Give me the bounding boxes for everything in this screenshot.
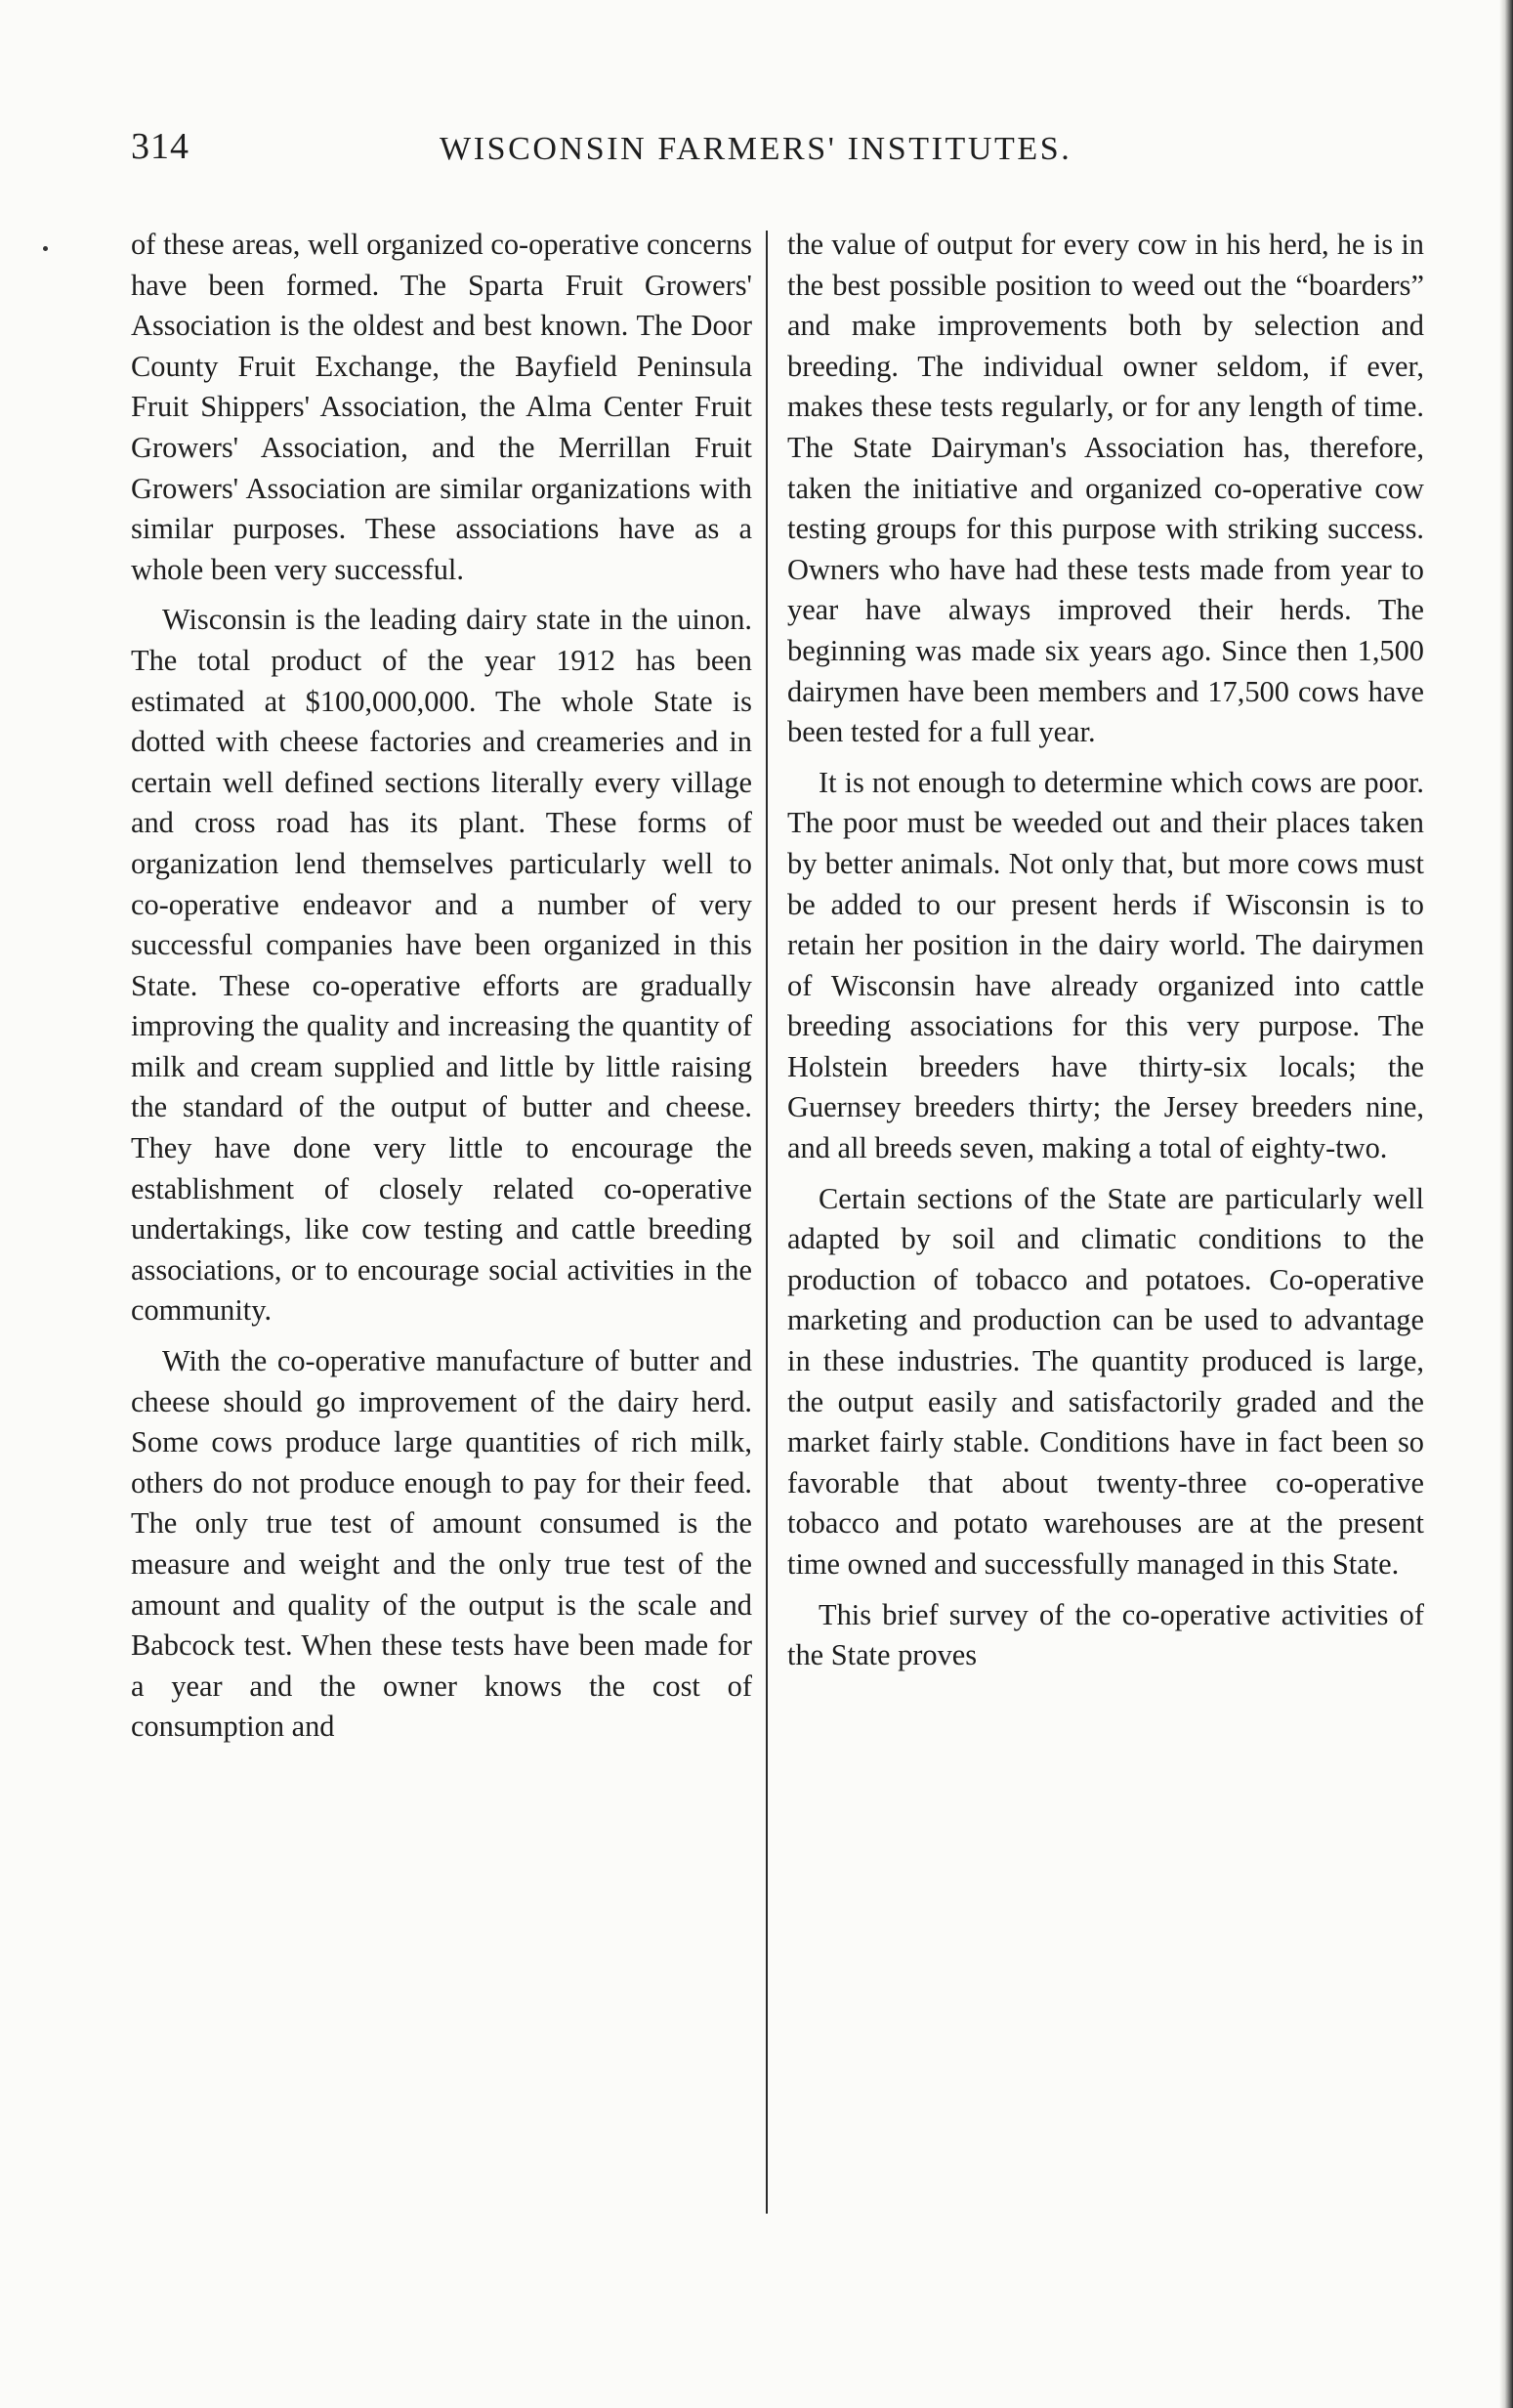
- left-column: [131, 225, 752, 1757]
- column-divider: [766, 231, 768, 2214]
- paragraph: With the co-operative manufacture of butter and cheese should go improvement of the dairy herd. Some cows produce large quantities of rich milk, others do not produce enough to pay for their feed. The only true test of amount consumed is the measure and weight and the only true test of the amount and quality of the output is the scale and Babcock test. When these tests have been made for a year and the owner knows the cost of consumption and: [131, 1344, 752, 1744]
- paragraph: Certain sections of the State are particularly well adapted by soil and climatic conditions to the production of tobacco and potatoes. Co-operative marketing and production can be used to advantage in these industries. The quantity produced is large, the output easily and satisfactorily graded and the market fairly stable. Conditions have in fact been so favorable that about twenty-three co-operative tobacco and potato warehouses are at the present time owned and successfully managed in this State.: [787, 1181, 1424, 1581]
- paragraph: of these areas, well organized co-operative concerns have been formed. The Sparta Fruit Growers' Association is the oldest and best known. The Door County Fruit Exchange, the Bayfield Peninsula Fruit Shippers' Association, the Alma Center Fruit Growers' Association, and the Merrillan Fruit Growers' Association are similar organizations with similar purposes. These associations have as a whole been very successful.: [131, 228, 752, 586]
- running-head: WISCONSIN FARMERS' INSTITUTES.: [440, 131, 1072, 167]
- paragraph: It is not enough to determine which cows are poor. The poor must be weeded out and their places taken by better animals. Not only that, but more cows must be added to our present herds if Wisconsin is to retain her position in the dairy world. The dairymen of Wisconsin have already organized into cattle breeding associations for this very purpose. The Holstein breeders have thirty-six locals; the Guernsey breeders thirty; the Jersey breeders nine, and all breeds seven, making a total of eighty-two.: [787, 765, 1424, 1165]
- paragraph: This brief survey of the co-operative activities of the State proves: [787, 1597, 1424, 1672]
- page-header: [131, 125, 1127, 184]
- right-column: [787, 225, 1424, 1686]
- paragraph: the value of output for every cow in his herd, he is in the best possible position to weed out the “boarders” and make improvements both by selection and breeding. The individual owner seldom, if ever, makes these tests regularly, or for any length of time. The State Dairyman's Association has, therefore, taken the initiative and organized co-operative cow testing groups for this purpose with striking success. Owners who have had these tests made from year to year have always improved their herds. The beginning was made six years ago. Since then 1,500 dairymen have been members and 17,500 cows have been tested for a full year.: [787, 228, 1424, 749]
- page-edge-shadow: [1499, 0, 1513, 2408]
- paragraph: Wisconsin is the leading dairy state in the uinon. The total product of the year 1912 has been estimated at $100,000,000. The whole State is dotted with cheese factories and creameries and in certain well defined sections literally every village and cross road has its plant. These forms of organization lend themselves particularly well to co-operative endeavor and a number of very successful companies have been organized in this State. These co-operative efforts are gradually improving the quality and increasing the quantity of milk and cream supplied and little by little raising the standard of the output of butter and cheese. They have done very little to encourage the establishment of closely related co-operative undertakings, like cow testing and cattle breeding associations, or to encourage social activities in the community.: [131, 603, 752, 1328]
- margin-mark: [43, 246, 48, 251]
- page-number: 314: [131, 126, 189, 167]
